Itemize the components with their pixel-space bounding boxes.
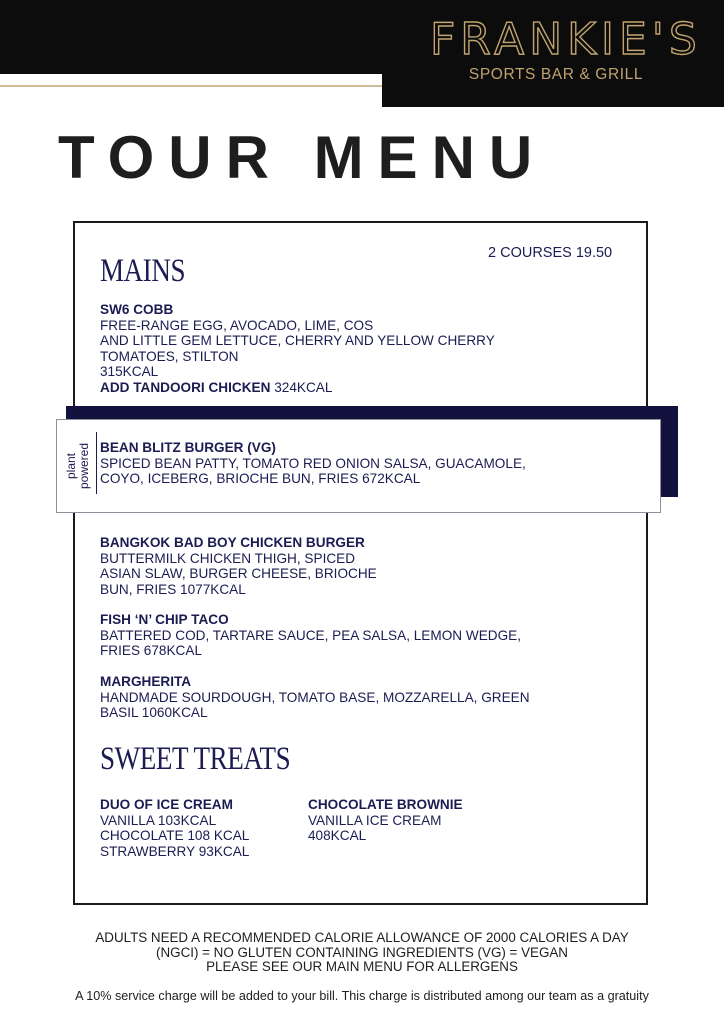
footer-line: ADULTS NEED A RECOMMENDED CALORIE ALLOWANCE OF 2000 CALORIES A DAY	[95, 930, 629, 945]
item-desc-line: STRAWBERRY 93KCAL	[100, 843, 250, 859]
plant-powered-label	[62, 432, 94, 500]
course-price: 2 COURSES 19.50	[488, 245, 613, 261]
item-desc-line: FRIES 678KCAL	[100, 643, 202, 658]
item-name: MARGHERITA	[100, 674, 192, 689]
service-charge-note: A 10% service charge will be added to your bill. This charge is distributed among our team as a gratuity	[75, 989, 649, 1003]
gold-divider	[0, 85, 382, 87]
item-desc-line: SPICED BEAN PATTY, TOMATO RED ONION SALSA, GUACAMOLE,	[100, 455, 526, 471]
item-desc-line: ASIAN SLAW, BURGER CHEESE, BRIOCHE	[100, 566, 377, 581]
item-desc-line: 315KCAL	[100, 364, 159, 379]
menu-item-bean-blitz-burger	[100, 440, 526, 487]
mains-heading: MAINS	[100, 253, 186, 289]
addon-label: ADD TANDOORI CHICKEN	[100, 379, 271, 395]
item-desc-line: VANILLA ICE CREAM	[308, 812, 442, 828]
item-desc-line: AND LITTLE GEM LETTUCE, CHERRY AND YELLOW CHERRY	[100, 333, 495, 348]
sweet-treats-heading: SWEET TREATS	[100, 741, 291, 777]
footer-line: PLEASE SEE OUR MAIN MENU FOR ALLERGENS	[206, 959, 518, 974]
item-name: CHOCOLATE BROWNIE	[308, 797, 463, 812]
item-name: SW6 COBB	[100, 302, 174, 317]
footer-line: (NGCI) = NO GLUTEN CONTAINING INGREDIENTS (VG) = VEGAN	[156, 944, 568, 960]
menu-item-margherita	[100, 674, 530, 721]
addon-kcal: 324KCAL	[270, 379, 333, 395]
item-name: DUO OF ICE CREAM	[100, 797, 233, 812]
menu-item-bangkok-burger	[100, 535, 377, 597]
item-desc-line: 408KCAL	[308, 828, 367, 843]
plant-divider	[96, 432, 97, 494]
item-name: BANGKOK BAD BOY CHICKEN BURGER	[100, 535, 365, 550]
item-desc-line: BUN, FRIES 1077KCAL	[100, 581, 246, 597]
item-desc-line: CHOCOLATE 108 KCAL	[100, 828, 250, 843]
menu-item-chocolate-brownie	[308, 797, 463, 844]
plant-label-line: plant	[64, 452, 78, 480]
item-addon	[100, 380, 495, 396]
item-desc-line: HANDMADE SOURDOUGH, TOMATO BASE, MOZZARELLA, GREEN	[100, 689, 530, 705]
item-desc-line: TOMATOES, STILTON	[100, 348, 239, 364]
item-desc-line: VANILLA 103KCAL	[100, 812, 217, 828]
item-desc-line: FREE-RANGE EGG, AVOCADO, LIME, COS	[100, 317, 374, 333]
brand-logo-subtitle: SPORTS BAR & GRILL	[468, 66, 644, 83]
plant-label-line: powered	[77, 442, 91, 490]
item-desc-line: BATTERED COD, TARTARE SAUCE, PEA SALSA, LEMON WEDGE,	[100, 627, 521, 643]
item-desc-line: COYO, ICEBERG, BRIOCHE BUN, FRIES 672KCAL	[100, 471, 421, 486]
item-desc-line: BASIL 1060KCAL	[100, 705, 208, 720]
page-title: TOUR MENU	[58, 124, 547, 191]
menu-item-fish-chip-taco	[100, 612, 521, 659]
item-name: FISH ‘N’ CHIP TACO	[100, 612, 229, 627]
item-name: BEAN BLITZ BURGER (VG)	[100, 440, 276, 455]
menu-item-sw6-cobb	[100, 302, 495, 395]
menu-item-duo-ice-cream	[100, 797, 249, 859]
item-desc-line: BUTTERMILK CHICKEN THIGH, SPICED	[100, 550, 356, 566]
footer-notes	[0, 931, 724, 975]
brand-logo-name: FRANKIE'S	[430, 14, 702, 65]
